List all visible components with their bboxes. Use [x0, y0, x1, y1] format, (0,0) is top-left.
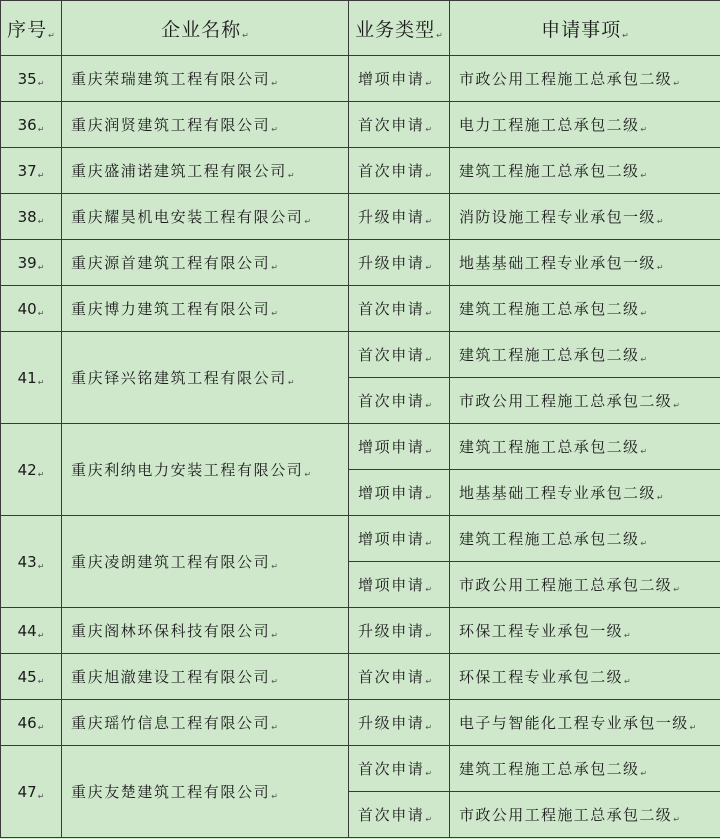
row-item: 建筑工程施工总承包二级↵: [450, 516, 720, 562]
paragraph-mark-icon: ↵: [37, 630, 45, 640]
row-seq: 39↵: [1, 240, 62, 286]
row-seq: 47↵: [1, 746, 62, 838]
paragraph-mark-icon: ↵: [37, 124, 45, 134]
paragraph-mark-icon: ↵: [425, 723, 433, 732]
row-item: 建筑工程施工总承包二级↵: [450, 424, 720, 470]
paragraph-mark-icon: ↵: [304, 217, 312, 226]
header-row: [1, 1, 720, 56]
paragraph-mark-icon: ↵: [271, 79, 278, 88]
paragraph-mark-icon: ↵: [37, 561, 45, 571]
paragraph-mark-icon: ↵: [425, 769, 433, 778]
row-seq: 44↵: [1, 608, 62, 654]
paragraph-mark-icon: ↵: [656, 217, 664, 226]
paragraph-mark-icon: ↵: [425, 401, 433, 410]
row-type: 升级申请↵: [349, 240, 450, 286]
row-type: 升级申请↵: [349, 608, 450, 654]
paragraph-mark-icon: ↵: [271, 562, 278, 571]
paragraph-mark-icon: ↵: [622, 30, 629, 40]
row-company: 重庆盛浦诺建筑工程有限公司↵: [62, 148, 349, 194]
paragraph-mark-icon: ↵: [425, 217, 433, 226]
row-company: 重庆源首建筑工程有限公司↵: [62, 240, 349, 286]
row-item: 建筑工程施工总承包二级↵: [450, 148, 720, 194]
table-row: [1, 286, 720, 332]
table-row: [1, 654, 720, 700]
row-company: 重庆润贤建筑工程有限公司↵: [62, 102, 349, 148]
paragraph-mark-icon: ↵: [287, 378, 295, 387]
paragraph-mark-icon: ↵: [640, 447, 648, 456]
row-seq: 45↵: [1, 654, 62, 700]
row-type: 首次申请↵: [349, 102, 450, 148]
paragraph-mark-icon: ↵: [271, 309, 278, 318]
row-item: 电力工程施工总承包二级↵: [450, 102, 720, 148]
row-company: 重庆利纳电力安装工程有限公司↵: [62, 424, 349, 516]
row-company: 重庆阁林环保科技有限公司↵: [62, 608, 349, 654]
paragraph-mark-icon: ↵: [640, 125, 648, 134]
paragraph-mark-icon: ↵: [673, 585, 680, 594]
paragraph-mark-icon: ↵: [425, 815, 433, 824]
paragraph-mark-icon: ↵: [271, 125, 278, 134]
paragraph-mark-icon: ↵: [436, 30, 443, 40]
paragraph-mark-icon: ↵: [271, 677, 278, 686]
table-row: [1, 148, 720, 194]
paragraph-mark-icon: ↵: [37, 308, 45, 318]
paragraph-mark-icon: ↵: [673, 815, 680, 824]
paragraph-mark-icon: ↵: [425, 493, 433, 502]
table-row: [1, 608, 720, 654]
paragraph-mark-icon: ↵: [624, 631, 631, 640]
paragraph-mark-icon: ↵: [271, 263, 278, 272]
row-type: 首次申请↵: [349, 792, 450, 838]
row-item: 消防设施工程专业承包一级↵: [450, 194, 720, 240]
row-type: 首次申请↵: [349, 654, 450, 700]
row-item: 建筑工程施工总承包二级↵: [450, 332, 720, 378]
paragraph-mark-icon: ↵: [656, 493, 664, 502]
row-company: 重庆耀昊机电安装工程有限公司↵: [62, 194, 349, 240]
paragraph-mark-icon: ↵: [640, 769, 648, 778]
row-company: 重庆瑶竹信息工程有限公司↵: [62, 700, 349, 746]
row-type: 升级申请↵: [349, 194, 450, 240]
row-item: 市政公用工程施工总承包二级↵: [450, 562, 720, 608]
row-type: 首次申请↵: [349, 148, 450, 194]
paragraph-mark-icon: ↵: [673, 79, 680, 88]
row-seq: 42↵: [1, 424, 62, 516]
paragraph-mark-icon: ↵: [287, 171, 295, 180]
paragraph-mark-icon: ↵: [37, 791, 45, 801]
paragraph-mark-icon: ↵: [37, 170, 45, 180]
header-seq: 序号↵: [1, 1, 62, 56]
paragraph-mark-icon: ↵: [37, 78, 45, 88]
table-row: [1, 746, 720, 792]
paragraph-mark-icon: ↵: [304, 470, 312, 479]
paragraph-mark-icon: ↵: [640, 539, 648, 548]
paragraph-mark-icon: ↵: [640, 309, 648, 318]
table-row: [1, 194, 720, 240]
paragraph-mark-icon: ↵: [425, 539, 433, 548]
paragraph-mark-icon: ↵: [673, 401, 680, 410]
row-company: 重庆凌朗建筑工程有限公司↵: [62, 516, 349, 608]
row-item: 建筑工程施工总承包二级↵: [450, 746, 720, 792]
row-type: 增项申请↵: [349, 516, 450, 562]
paragraph-mark-icon: ↵: [425, 263, 433, 272]
row-type: 增项申请↵: [349, 56, 450, 102]
row-seq: 38↵: [1, 194, 62, 240]
row-type: 增项申请↵: [349, 424, 450, 470]
paragraph-mark-icon: ↵: [48, 30, 55, 40]
header-type: 业务类型↵: [349, 1, 450, 56]
row-item: 地基基础工程专业承包一级↵: [450, 240, 720, 286]
paragraph-mark-icon: ↵: [425, 79, 433, 88]
paragraph-mark-icon: ↵: [425, 631, 433, 640]
row-item: 地基基础工程专业承包二级↵: [450, 470, 720, 516]
row-type: 首次申请↵: [349, 746, 450, 792]
row-company: 重庆荣瑞建筑工程有限公司↵: [62, 56, 349, 102]
paragraph-mark-icon: ↵: [656, 263, 664, 272]
paragraph-mark-icon: ↵: [271, 723, 278, 732]
paragraph-mark-icon: ↵: [689, 723, 697, 732]
row-item: 市政公用工程施工总承包二级↵: [450, 378, 720, 424]
paragraph-mark-icon: ↵: [37, 722, 45, 732]
row-company: 重庆铎兴铭建筑工程有限公司↵: [62, 332, 349, 424]
row-seq: 35↵: [1, 56, 62, 102]
row-item: 环保工程专业承包二级↵: [450, 654, 720, 700]
row-seq: 41↵: [1, 332, 62, 424]
row-seq: 46↵: [1, 700, 62, 746]
row-seq: 37↵: [1, 148, 62, 194]
paragraph-mark-icon: ↵: [425, 171, 433, 180]
row-type: 升级申请↵: [349, 700, 450, 746]
row-company: 重庆旭澈建设工程有限公司↵: [62, 654, 349, 700]
row-item: 电子与智能化工程专业承包一级↵: [450, 700, 720, 746]
paragraph-mark-icon: ↵: [425, 309, 433, 318]
paragraph-mark-icon: ↵: [271, 792, 278, 801]
paragraph-mark-icon: ↵: [37, 377, 45, 387]
paragraph-mark-icon: ↵: [425, 585, 433, 594]
row-item: 市政公用工程施工总承包二级↵: [450, 792, 720, 838]
row-type: 增项申请↵: [349, 562, 450, 608]
row-seq: 40↵: [1, 286, 62, 332]
table-row: [1, 516, 720, 562]
paragraph-mark-icon: ↵: [640, 171, 648, 180]
paragraph-mark-icon: ↵: [425, 355, 433, 364]
row-company: 重庆友楚建筑工程有限公司↵: [62, 746, 349, 838]
row-item: 市政公用工程施工总承包二级↵: [450, 56, 720, 102]
table-row: [1, 56, 720, 102]
paragraph-mark-icon: ↵: [37, 216, 45, 226]
row-type: 增项申请↵: [349, 470, 450, 516]
paragraph-mark-icon: ↵: [425, 677, 433, 686]
paragraph-mark-icon: ↵: [624, 677, 631, 686]
row-type: 首次申请↵: [349, 332, 450, 378]
paragraph-mark-icon: ↵: [37, 469, 45, 479]
table-row: [1, 700, 720, 746]
table-body: [1, 56, 720, 838]
header-item: 申请事项↵: [450, 1, 720, 56]
paragraph-mark-icon: ↵: [425, 125, 433, 134]
table-row: [1, 240, 720, 286]
paragraph-mark-icon: ↵: [640, 355, 648, 364]
row-company: 重庆博力建筑工程有限公司↵: [62, 286, 349, 332]
row-type: 首次申请↵: [349, 378, 450, 424]
paragraph-mark-icon: ↵: [425, 447, 433, 456]
header-company: 企业名称↵: [62, 1, 349, 56]
table-row: [1, 102, 720, 148]
paragraph-mark-icon: ↵: [37, 676, 45, 686]
paragraph-mark-icon: ↵: [242, 30, 249, 40]
table-row: [1, 424, 720, 470]
row-seq: 36↵: [1, 102, 62, 148]
row-type: 首次申请↵: [349, 286, 450, 332]
row-item: 建筑工程施工总承包二级↵: [450, 286, 720, 332]
table-row: [1, 332, 720, 378]
row-seq: 43↵: [1, 516, 62, 608]
row-item: 环保工程专业承包一级↵: [450, 608, 720, 654]
paragraph-mark-icon: ↵: [271, 631, 278, 640]
paragraph-mark-icon: ↵: [37, 262, 45, 272]
